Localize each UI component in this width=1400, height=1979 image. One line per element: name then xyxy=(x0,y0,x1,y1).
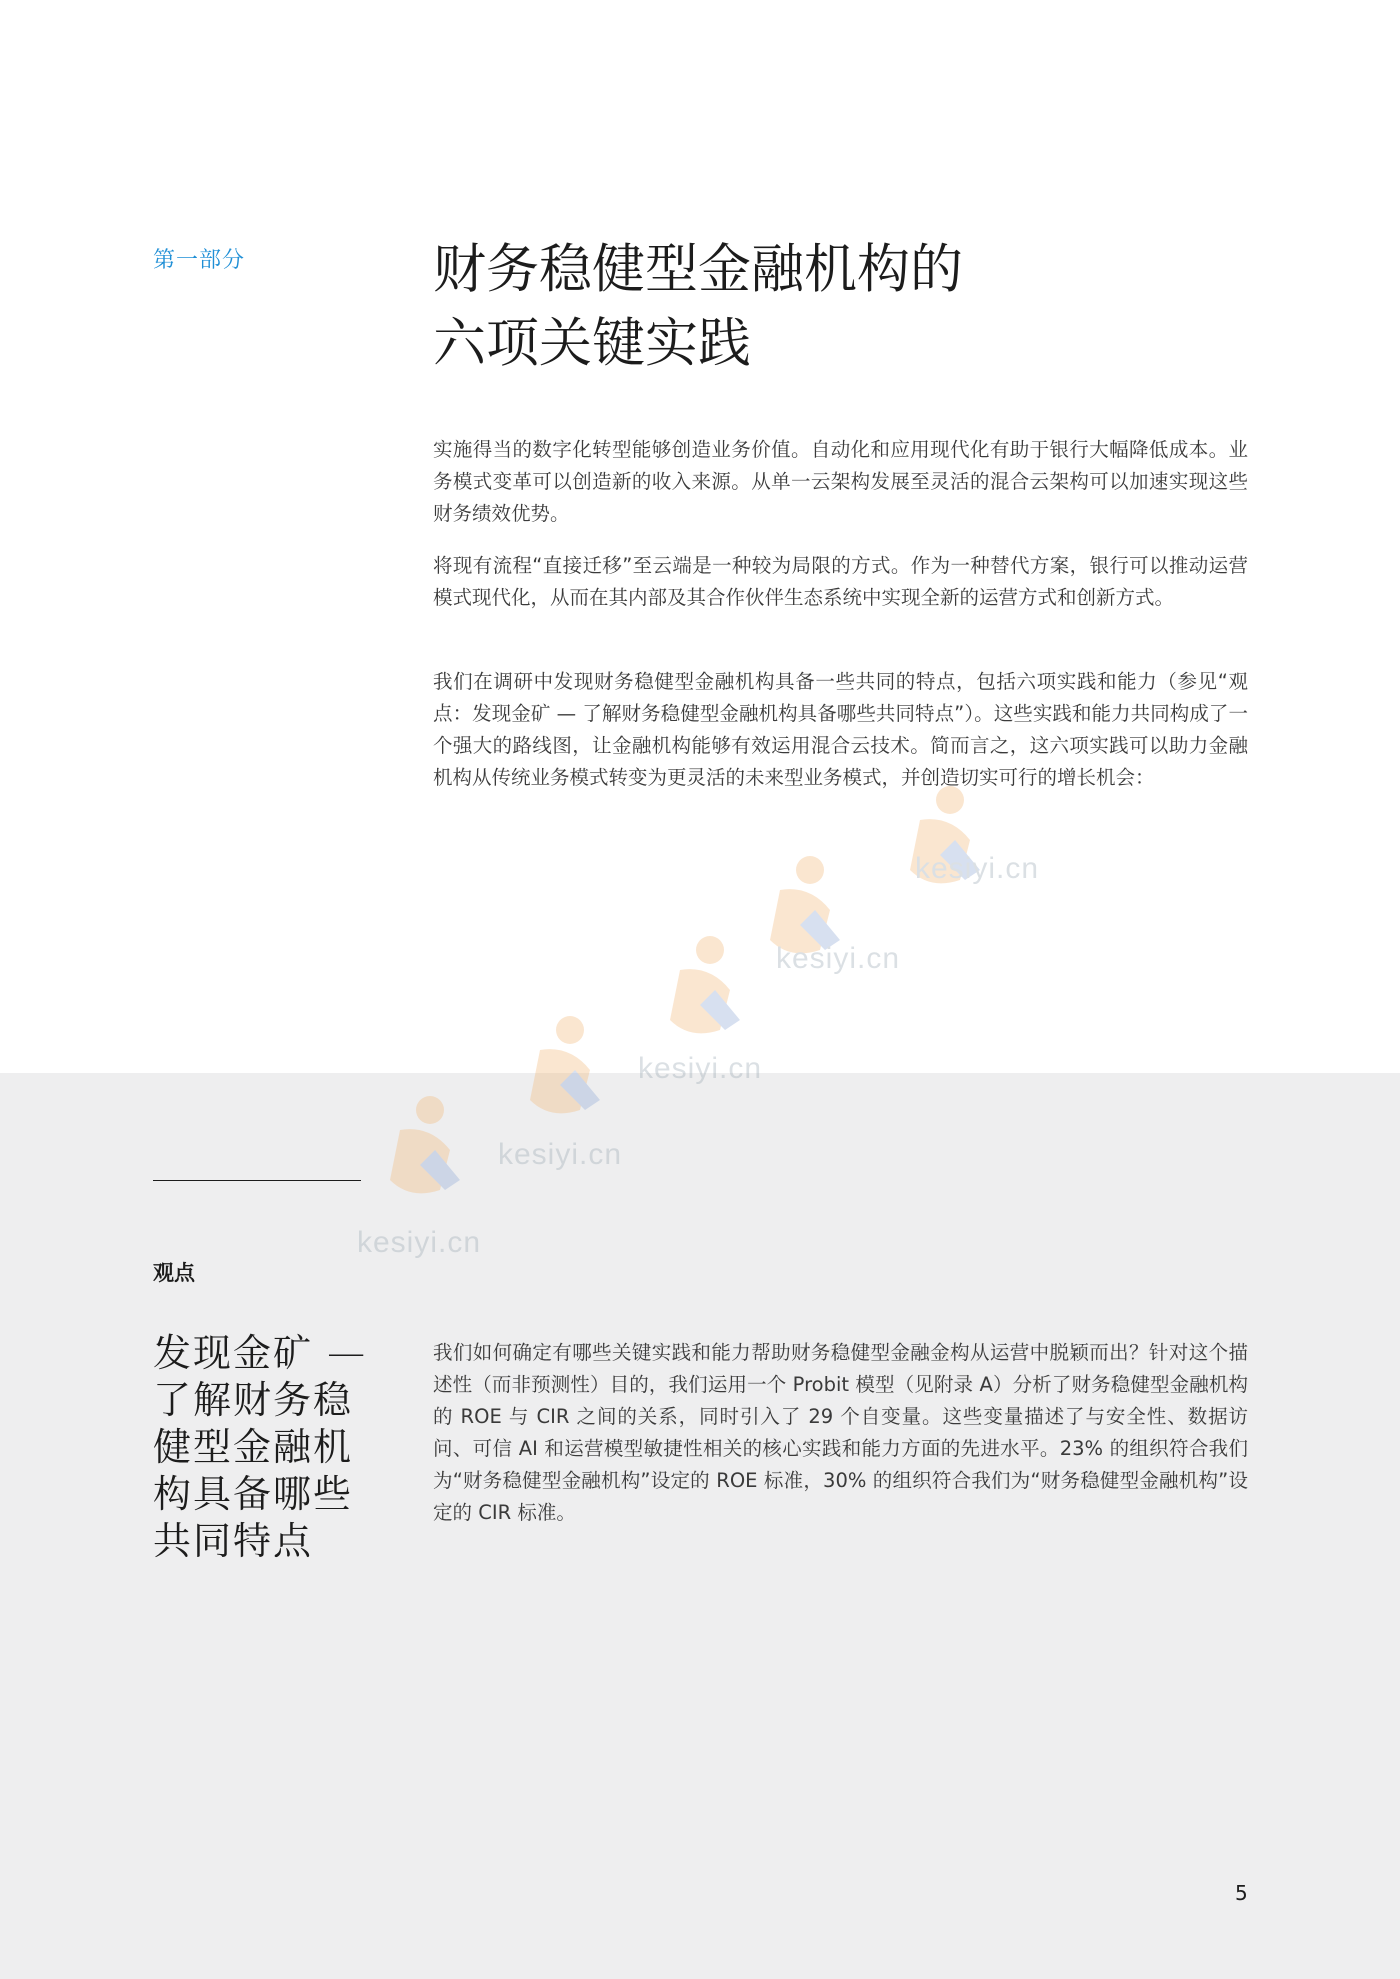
watermark-text: kesiyi.cn xyxy=(776,942,901,975)
perspective-title-line: 共同特点 xyxy=(153,1519,314,1563)
watermark-text: kesiyi.cn xyxy=(915,852,1040,885)
perspective-title-line: 健型金融机 xyxy=(153,1425,354,1469)
perspective-title-line: 发现金矿 — xyxy=(153,1331,368,1375)
intro-paragraph: 我们在调研中发现财务稳健型金融机构具备一些共同的特点，包括六项实践和能力（参见“观点：发现金矿 — 了解财务稳健型金融机构具备哪些共同特点”）。这些实践和能力共同构成了一个强大的路线图，让金融机构能够有效运用混合云技术。简而言之，这六项实践可以助力金融机构从传统业务模式转变为更灵活的未来型业务模式，并创造切实可行的增长机会： xyxy=(433,670,1248,789)
watermark-text: kesiyi.cn xyxy=(498,1138,623,1171)
section-label: 第一部分 xyxy=(153,248,246,273)
intro-paragraph: 实施得当的数字化转型能够创造业务价值。自动化和应用现代化有助于银行大幅降低成本。业务模式变革可以创造新的收入来源。从单一云架构发展至灵活的混合云架构可以加速实现这些财务绩效优势。 xyxy=(433,438,1248,525)
watermark-text: kesiyi.cn xyxy=(638,1052,763,1085)
page-number: 5 xyxy=(1235,1881,1248,1905)
perspective-title-line: 了解财务稳 xyxy=(153,1378,354,1422)
perspective-label: 观点 xyxy=(153,1261,195,1285)
perspective-title xyxy=(153,1330,368,1565)
page-title xyxy=(433,233,1053,381)
page-title-line: 财务稳健型金融机构的 xyxy=(433,239,963,300)
perspective-body: 我们如何确定有哪些关键实践和能力帮助财务稳健型金融金构从运营中脱颖而出？针对这个描述性（而非预测性）目的，我们运用一个 Probit 模型（见附录 A）分析了财务稳健型金融机构的 ROE 与 CIR 之间的关系，同时引入了 29 个自变量。这些变量描述了与安全性、数据访问、可信 AI 和运营模型敏捷性相关的核心实践和能力方面的先进水平。23% 的组织符合我们为“财务稳健型金融机构”设定的 ROE 标准，30% 的组织符合我们为“财务稳健型金融机构”设定的 CIR 标准。 xyxy=(433,1341,1248,1524)
page-title-line: 六项关键实践 xyxy=(433,313,751,374)
watermark-text: kesiyi.cn xyxy=(357,1226,482,1259)
perspective-rule xyxy=(153,1180,361,1181)
perspective-title-line: 构具备哪些 xyxy=(153,1472,354,1516)
intro-paragraph: 将现有流程“直接迁移”至云端是一种较为局限的方式。作为一种替代方案，银行可以推动运营模式现代化，从而在其内部及其合作伙伴生态系统中实现全新的运营方式和创新方式。 xyxy=(433,554,1248,609)
